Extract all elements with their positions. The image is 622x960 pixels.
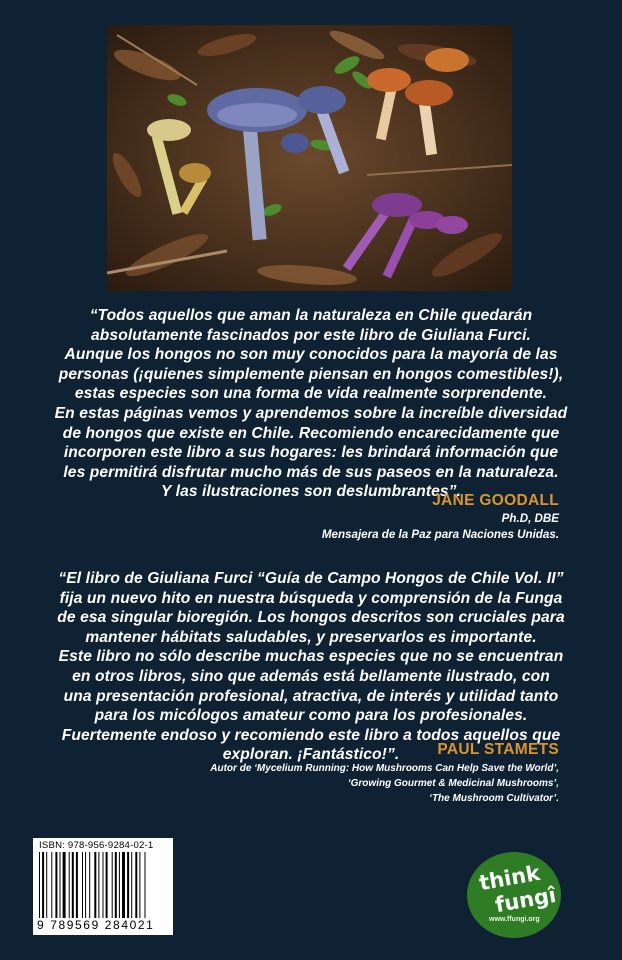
quote-line: estas especies son una forma de vida realmente sorprendente.: [74, 385, 548, 403]
quote-line: exploran. ¡Fantástico!”.: [222, 746, 400, 764]
credentials-goodall: [322, 511, 559, 543]
quote-line: fija un nuevo hito en nuestra búsqueda y comprensión de la Funga: [59, 589, 563, 607]
credential-line: ‘Growing Gourmet & Medicinal Mushrooms’,: [347, 778, 559, 790]
isbn-barcode: [33, 838, 173, 935]
quote-line: para los micólogos amateur como para los profesionales.: [94, 707, 528, 725]
quote-goodall: [30, 306, 592, 502]
barcode-digits: 9 789569 284021: [37, 918, 155, 932]
quote-line: Y las ilustraciones son deslumbrantes”.: [161, 483, 461, 501]
quote-line: una presentación profesional, atractiva, de interés y utilidad tanto: [63, 687, 559, 705]
credential-line: Mensajera de la Paz para Naciones Unidas.: [321, 528, 559, 541]
quote-line: en otros libros, sino que además está bellamente ilustrado, con: [72, 667, 550, 685]
barcode-bars: [37, 852, 169, 918]
quote-line: Aunque los hongos no son muy conocidos para la mayoría de las: [64, 346, 558, 364]
quote-line: incorporen este libro a sus hogares: les brindará información que: [63, 444, 559, 462]
quote-stamets: [30, 569, 592, 765]
quote-line: personas (¡quienes simplemente piensan en hongos comestibles!),: [58, 365, 564, 383]
quote-line: absolutamente fascinados por este libro de Giuliana Furci.: [91, 326, 531, 344]
author-goodall: JANE GOODALL: [432, 492, 559, 509]
credential-line: ‘The Mushroom Cultivator’.: [429, 793, 559, 805]
mushroom-photo: [107, 25, 512, 291]
quote-line: Fuertemente endoso y recomiendo este libro a todos aquellos que: [61, 726, 561, 744]
logo-url: www.ffungi.org: [489, 916, 540, 923]
quote-line: En estas páginas vemos y aprendemos sobre la increíble diversidad: [54, 404, 568, 422]
quote-line: “Todos aquellos que aman la naturaleza en Chile quedarán: [89, 307, 533, 324]
quote-line: “El libro de Giuliana Furci “Guía de Campo Hongos de Chile Vol. II”: [58, 570, 564, 587]
credential-line: Autor de ‘Mycelium Running: How Mushrooms Can Help Save the World’,: [210, 763, 559, 774]
think-fungi-logo: [467, 852, 561, 938]
isbn-label: ISBN: 978-956-9284-02-1: [39, 840, 154, 851]
quote-line: Este libro no sólo describe muchas especies que no se encuentran: [58, 648, 564, 666]
quote-line: de esa singular bioregión. Los hongos descritos son cruciales para: [57, 609, 565, 627]
quote-line: les permitirá disfrutar mucho más de sus paseos en la naturaleza.: [63, 463, 559, 481]
logo-text-think: think: [477, 860, 542, 896]
credential-line: Ph.D, DBE: [501, 512, 559, 525]
logo-text-fungi: fungî: [493, 882, 558, 918]
quote-line: de hongos que existe en Chile. Recomiendo encarecidamente que: [62, 424, 560, 442]
quote-line: mantener hábitats saludables, y preservarlos es importante.: [85, 628, 537, 646]
author-stamets: PAUL STAMETS: [437, 741, 559, 758]
credentials-stamets: [210, 761, 559, 807]
